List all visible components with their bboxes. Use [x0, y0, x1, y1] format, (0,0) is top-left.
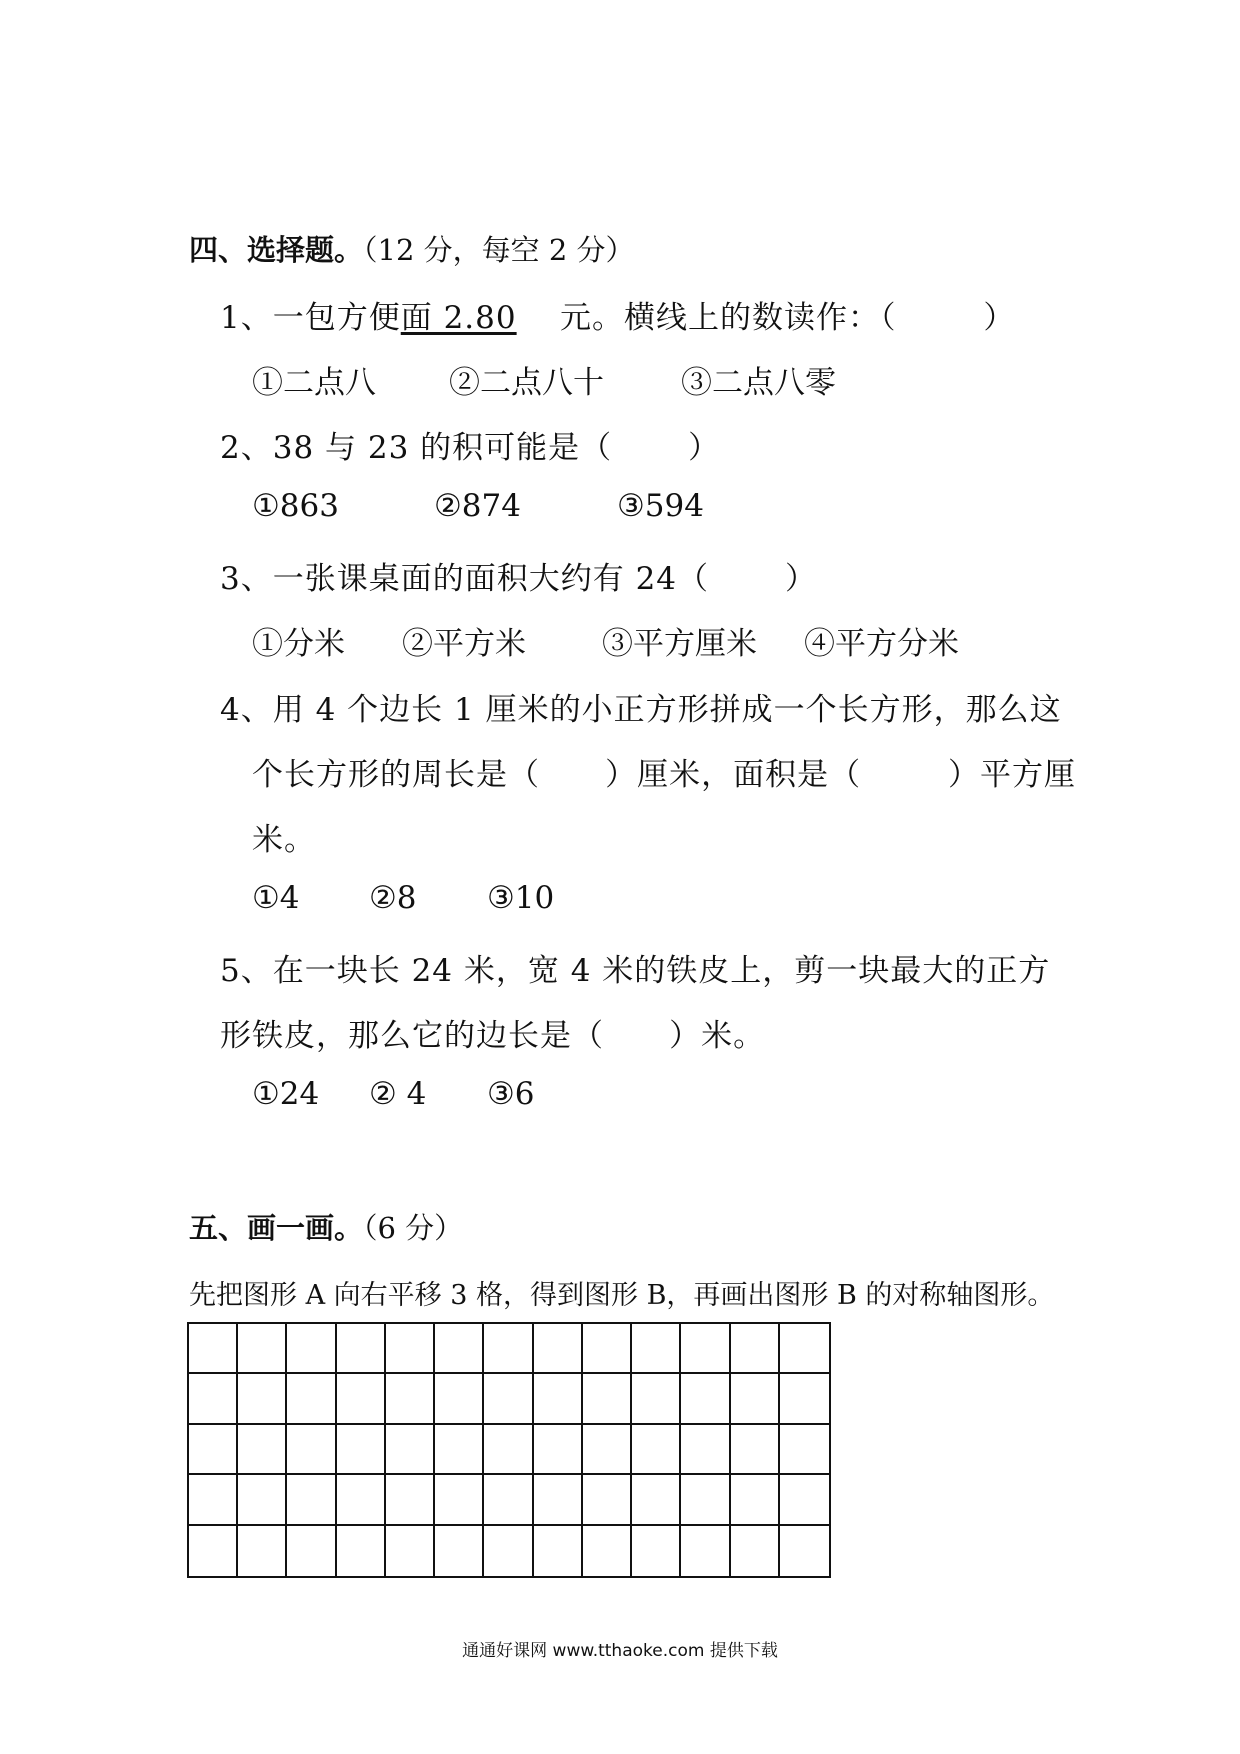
grid-cell	[681, 1526, 730, 1576]
grid-cell	[386, 1526, 435, 1576]
grid-cell	[583, 1526, 632, 1576]
grid-cell	[583, 1374, 632, 1424]
question-3-option-3: ③平方厘米	[602, 626, 757, 662]
question-5-option-3: ③6	[487, 1076, 535, 1112]
question-2-option-2: ②874	[434, 488, 521, 524]
grid-cell	[189, 1526, 238, 1576]
grid-cell	[287, 1324, 336, 1374]
grid-cell	[484, 1425, 533, 1475]
question-4-line-3: 米。	[252, 822, 316, 858]
question-4-option-1: ①4	[252, 880, 300, 916]
drawing-grid	[187, 1322, 831, 1578]
grid-cell	[681, 1374, 730, 1424]
question-1	[220, 292, 1015, 337]
question-4-options	[252, 880, 554, 916]
grid-cell	[435, 1374, 484, 1424]
grid-cell	[484, 1526, 533, 1576]
grid-cell	[386, 1374, 435, 1424]
grid-cell	[484, 1324, 533, 1374]
grid-cell	[238, 1425, 287, 1475]
grid-cell	[435, 1324, 484, 1374]
grid-cell	[435, 1526, 484, 1576]
grid-cell	[632, 1425, 681, 1475]
grid-cell	[386, 1324, 435, 1374]
question-3: 3、一张课桌面的面积大约有 24（ ）	[220, 561, 817, 597]
grid-cell	[337, 1475, 386, 1525]
grid-cell	[386, 1425, 435, 1475]
footer-text: 通通好课网 www.tthaoke.com 提供下载	[462, 1641, 778, 1661]
grid-cell	[534, 1526, 583, 1576]
question-3-option-1: ①分米	[252, 626, 345, 662]
grid-cell	[731, 1526, 780, 1576]
question-5-option-2: ② 4	[369, 1076, 427, 1112]
question-4-option-3: ③10	[487, 880, 555, 916]
grid-cell	[780, 1425, 829, 1475]
question-5-options	[252, 1076, 535, 1112]
question-5-line-1: 5、在一块长 24 米，宽 4 米的铁皮上，剪一块最大的正方	[220, 953, 1051, 989]
question-1-text-a: 1、一包方便	[220, 300, 401, 336]
grid-cell	[780, 1324, 829, 1374]
question-3-options	[252, 618, 959, 663]
question-4-line-2: 个长方形的周长是（ ）厘米，面积是（ ）平方厘	[252, 757, 1076, 793]
question-1-option-1: ①二点八	[252, 365, 376, 401]
grid-cell	[189, 1324, 238, 1374]
question-2-option-3: ③594	[617, 488, 704, 524]
question-4-option-2: ②8	[369, 880, 417, 916]
grid-cell	[337, 1425, 386, 1475]
grid-cell	[681, 1475, 730, 1525]
question-2-option-1: ①863	[252, 488, 339, 524]
question-1-underlined-number: 面 2.80	[400, 300, 517, 336]
section-4-score-note: （12 分，每空 2 分）	[363, 233, 635, 267]
grid-cell	[287, 1374, 336, 1424]
section-5-heading: 五、画一画。	[189, 1211, 364, 1245]
grid-cell	[534, 1475, 583, 1525]
grid-cell	[287, 1475, 336, 1525]
grid-cell	[337, 1526, 386, 1576]
grid-cell	[583, 1324, 632, 1374]
grid-cell	[337, 1324, 386, 1374]
grid-cell	[632, 1475, 681, 1525]
question-4-line-1: 4、用 4 个边长 1 厘米的小正方形拼成一个长方形，那么这	[220, 692, 1062, 728]
grid-cell	[534, 1425, 583, 1475]
grid-cell	[238, 1475, 287, 1525]
grid-cell	[731, 1374, 780, 1424]
grid-cell	[731, 1324, 780, 1374]
question-3-option-4: ④平方分米	[804, 626, 959, 662]
grid-cell	[189, 1425, 238, 1475]
question-5-option-1: ①24	[252, 1076, 320, 1112]
grid-cell	[189, 1374, 238, 1424]
question-1-text-b: 元。横线上的数读作：（ ）	[516, 300, 1016, 336]
grid-cell	[632, 1324, 681, 1374]
grid-cell	[238, 1324, 287, 1374]
question-1-option-3: ③二点八零	[681, 365, 836, 401]
grid-cell	[484, 1374, 533, 1424]
grid-cell	[632, 1526, 681, 1576]
grid-cell	[731, 1425, 780, 1475]
grid-cell	[681, 1425, 730, 1475]
section-5-score-note: （6 分）	[363, 1211, 464, 1245]
grid-cell	[287, 1526, 336, 1576]
grid-cell	[484, 1475, 533, 1525]
question-2-options	[252, 488, 704, 524]
grid-cell	[780, 1475, 829, 1525]
question-2: 2、38 与 23 的积可能是（ ）	[220, 430, 721, 466]
section-5-title	[189, 1206, 463, 1247]
section-4-heading: 四、选择题。	[189, 233, 364, 267]
grid-cell	[337, 1374, 386, 1424]
grid-cell	[238, 1374, 287, 1424]
section-4-title	[189, 228, 635, 269]
grid-cell	[435, 1425, 484, 1475]
grid-cell	[534, 1324, 583, 1374]
question-3-option-2: ②平方米	[402, 626, 526, 662]
grid-cell	[681, 1324, 730, 1374]
grid-cell	[189, 1475, 238, 1525]
grid-cell	[534, 1374, 583, 1424]
grid-cell	[238, 1526, 287, 1576]
grid-cell	[435, 1475, 484, 1525]
question-5-line-2: 形铁皮，那么它的边长是（ ）米。	[220, 1018, 766, 1054]
grid-cell	[583, 1475, 632, 1525]
grid-cell	[632, 1374, 681, 1424]
grid-cell	[731, 1475, 780, 1525]
grid-cell	[780, 1526, 829, 1576]
question-1-options	[252, 357, 836, 402]
question-1-option-2: ②二点八十	[449, 365, 604, 401]
grid-cell	[583, 1425, 632, 1475]
section-5-instruction: 先把图形 A 向右平移 3 格，得到图形 B，再画出图形 B 的对称轴图形。	[189, 1280, 1055, 1311]
grid-cell	[780, 1374, 829, 1424]
grid-cell	[287, 1425, 336, 1475]
grid-cell	[386, 1475, 435, 1525]
